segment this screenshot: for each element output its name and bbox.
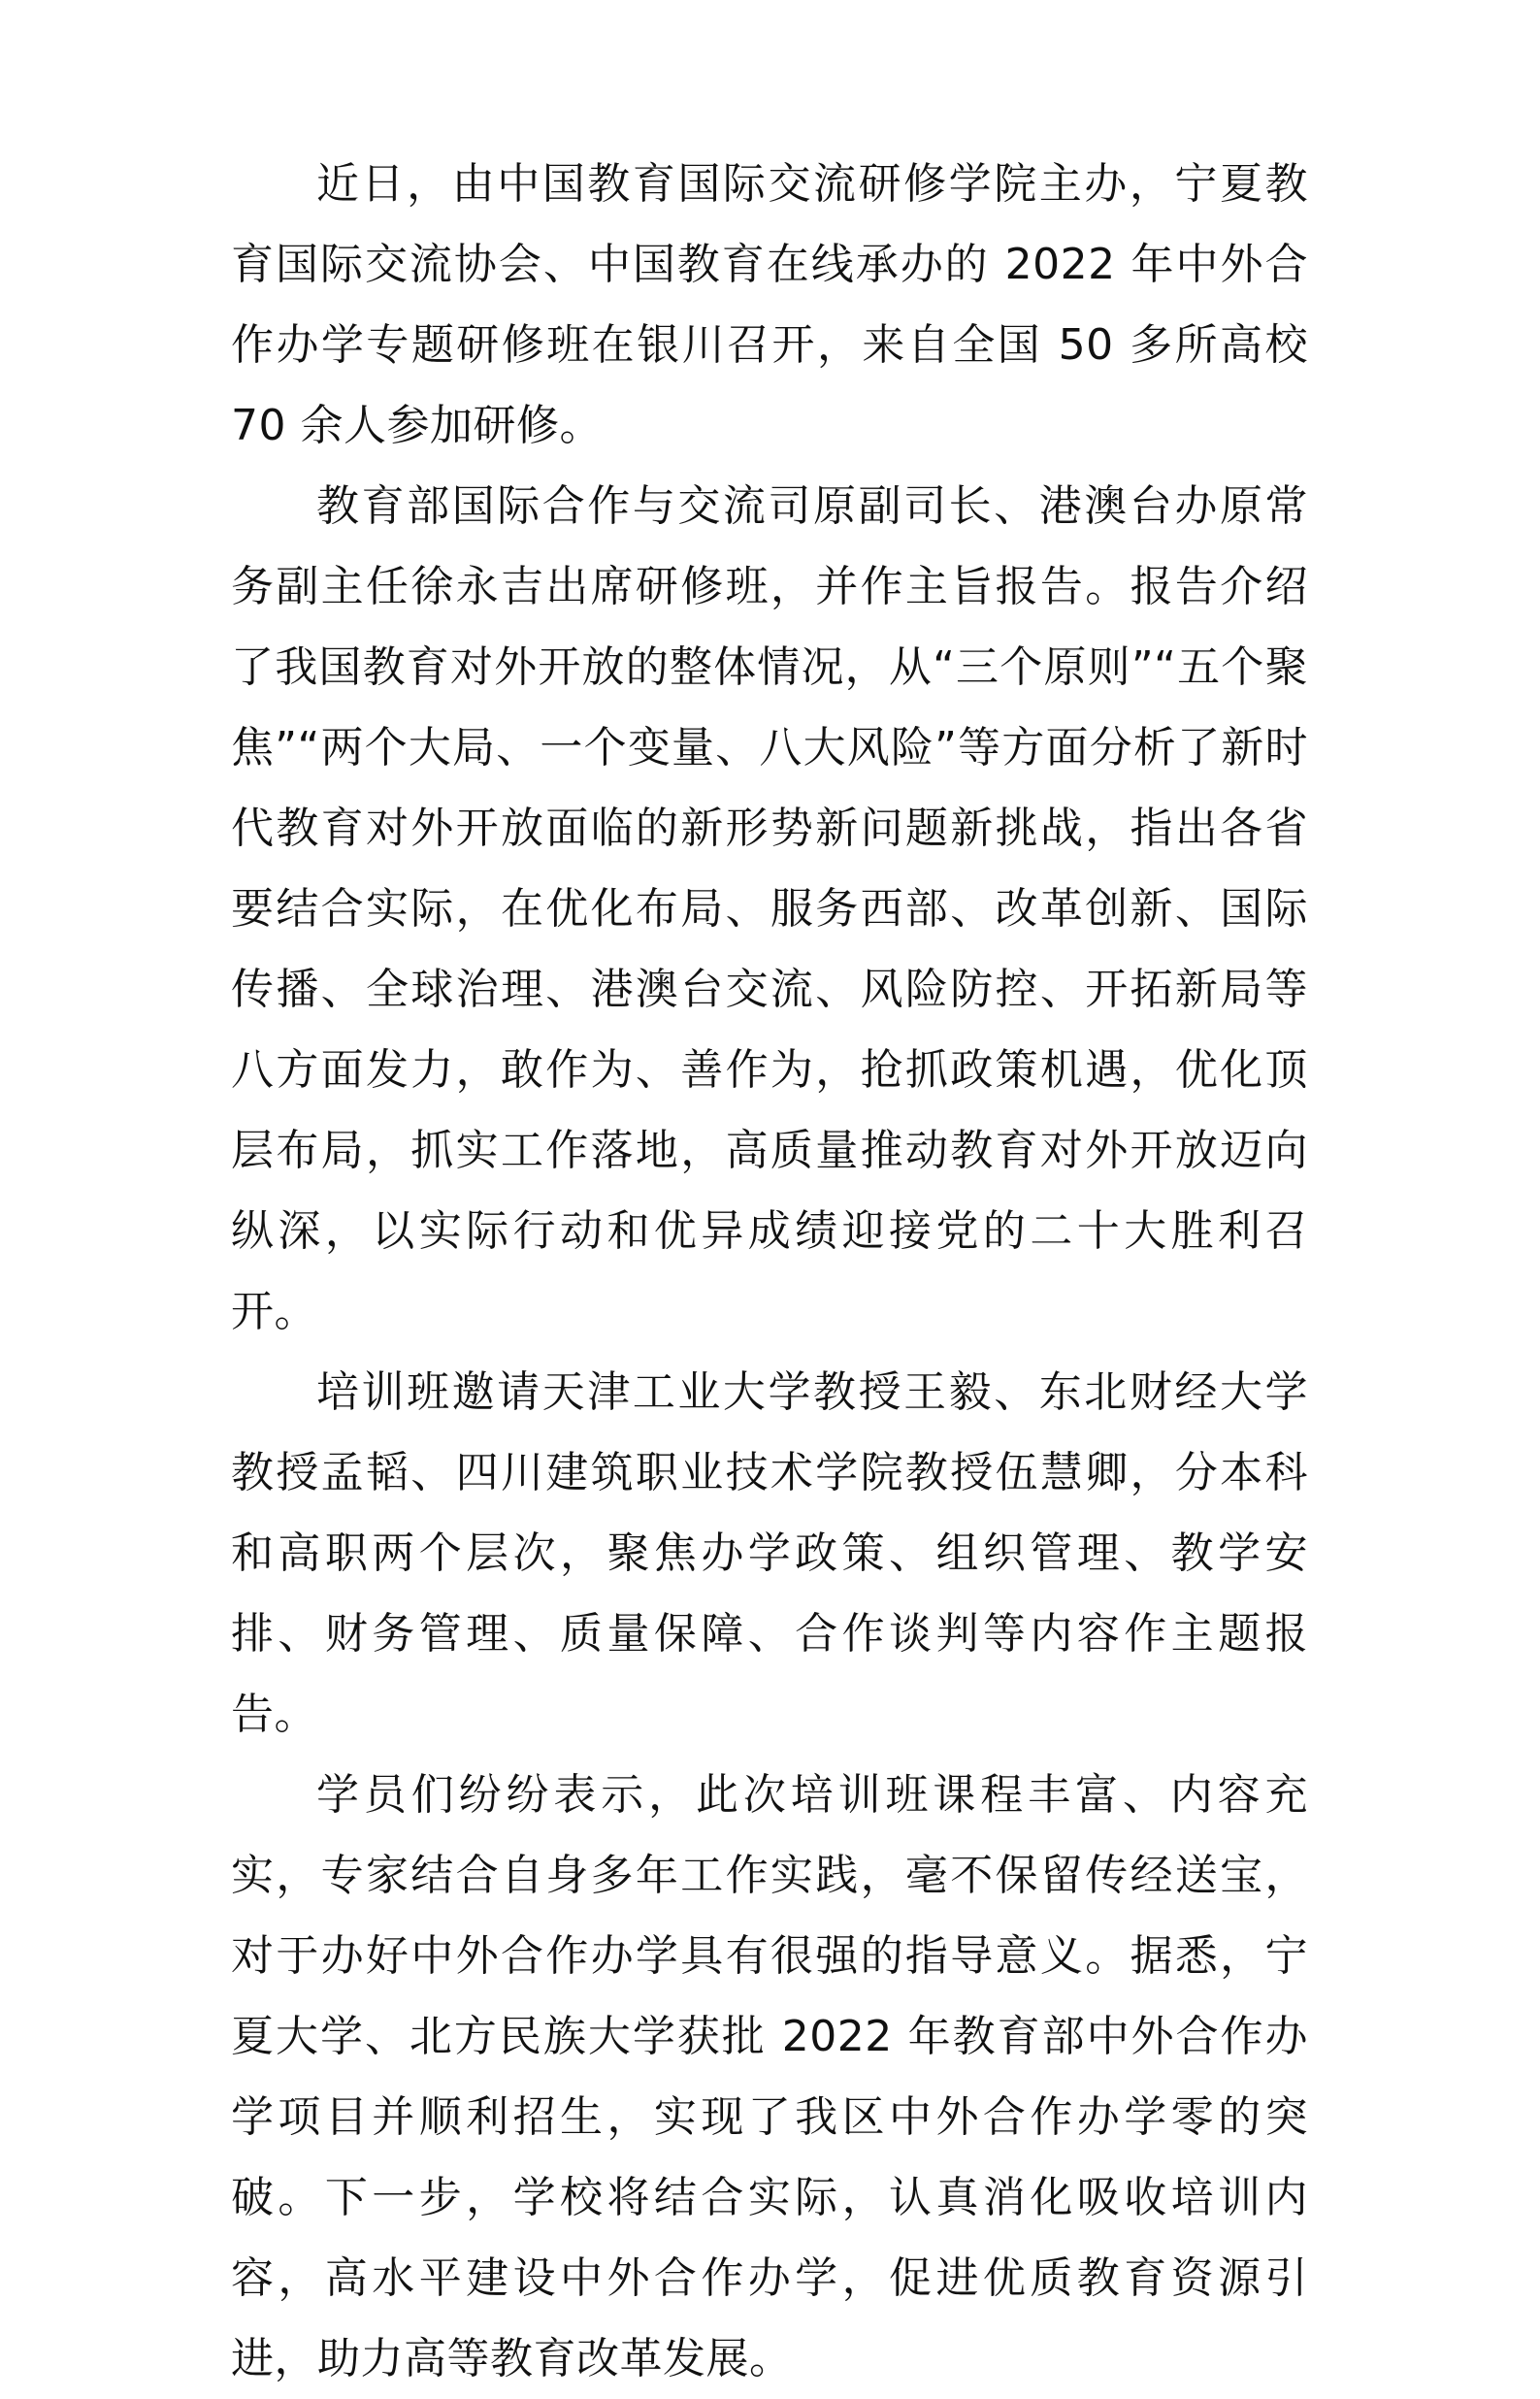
paragraph-4: 学员们纷纷表示，此次培训班课程丰富、内容充实，专家结合自身多年工作实践，毫不保留传经送宝，对于办好中外合作办学具有很强的指导意义。据悉，宁夏大学、北方民族大学获批 2022 年教育部中外合作办学项目并顺利招生，实现了我区中外合作办学零的突破。下一步，学校将结合实际，认真消化吸收培训内容，高水平建设中外合作办学，促进优质教育资源引进，助力高等教育改革发展。	[231, 1770, 1308, 2383]
article-body	[231, 144, 1308, 2399]
paragraph-2: 教育部国际合作与交流司原副司长、港澳台办原常务副主任徐永吉出席研修班，并作主旨报告。报告介绍了我国教育对外开放的整体情况，从“三个原则”“五个聚焦”“两个大局、一个变量、八大风险”等方面分析了新时代教育对外开放面临的新形势新问题新挑战，指出各省要结合实际，在优化布局、服务西部、改革创新、国际传播、全球治理、港澳台交流、风险防控、开拓新局等八方面发力，敢作为、善作为，抢抓政策机遇，优化顶层布局，抓实工作落地，高质量推动教育对外开放迈向纵深，以实际行动和优异成绩迎接党的二十大胜利召开。	[231, 481, 1308, 1336]
paragraph-3: 培训班邀请天津工业大学教授王毅、东北财经大学教授孟韬、四川建筑职业技术学院教授伍慧卿，分本科和高职两个层次，聚焦办学政策、组织管理、教学安排、财务管理、质量保障、合作谈判等内容作主题报告。	[231, 1367, 1308, 1739]
paragraph-1: 近日，由中国教育国际交流研修学院主办，宁夏教育国际交流协会、中国教育在线承办的 2022 年中外合作办学专题研修班在银川召开，来自全国 50 多所高校 70 余人参加研修。	[231, 159, 1308, 450]
